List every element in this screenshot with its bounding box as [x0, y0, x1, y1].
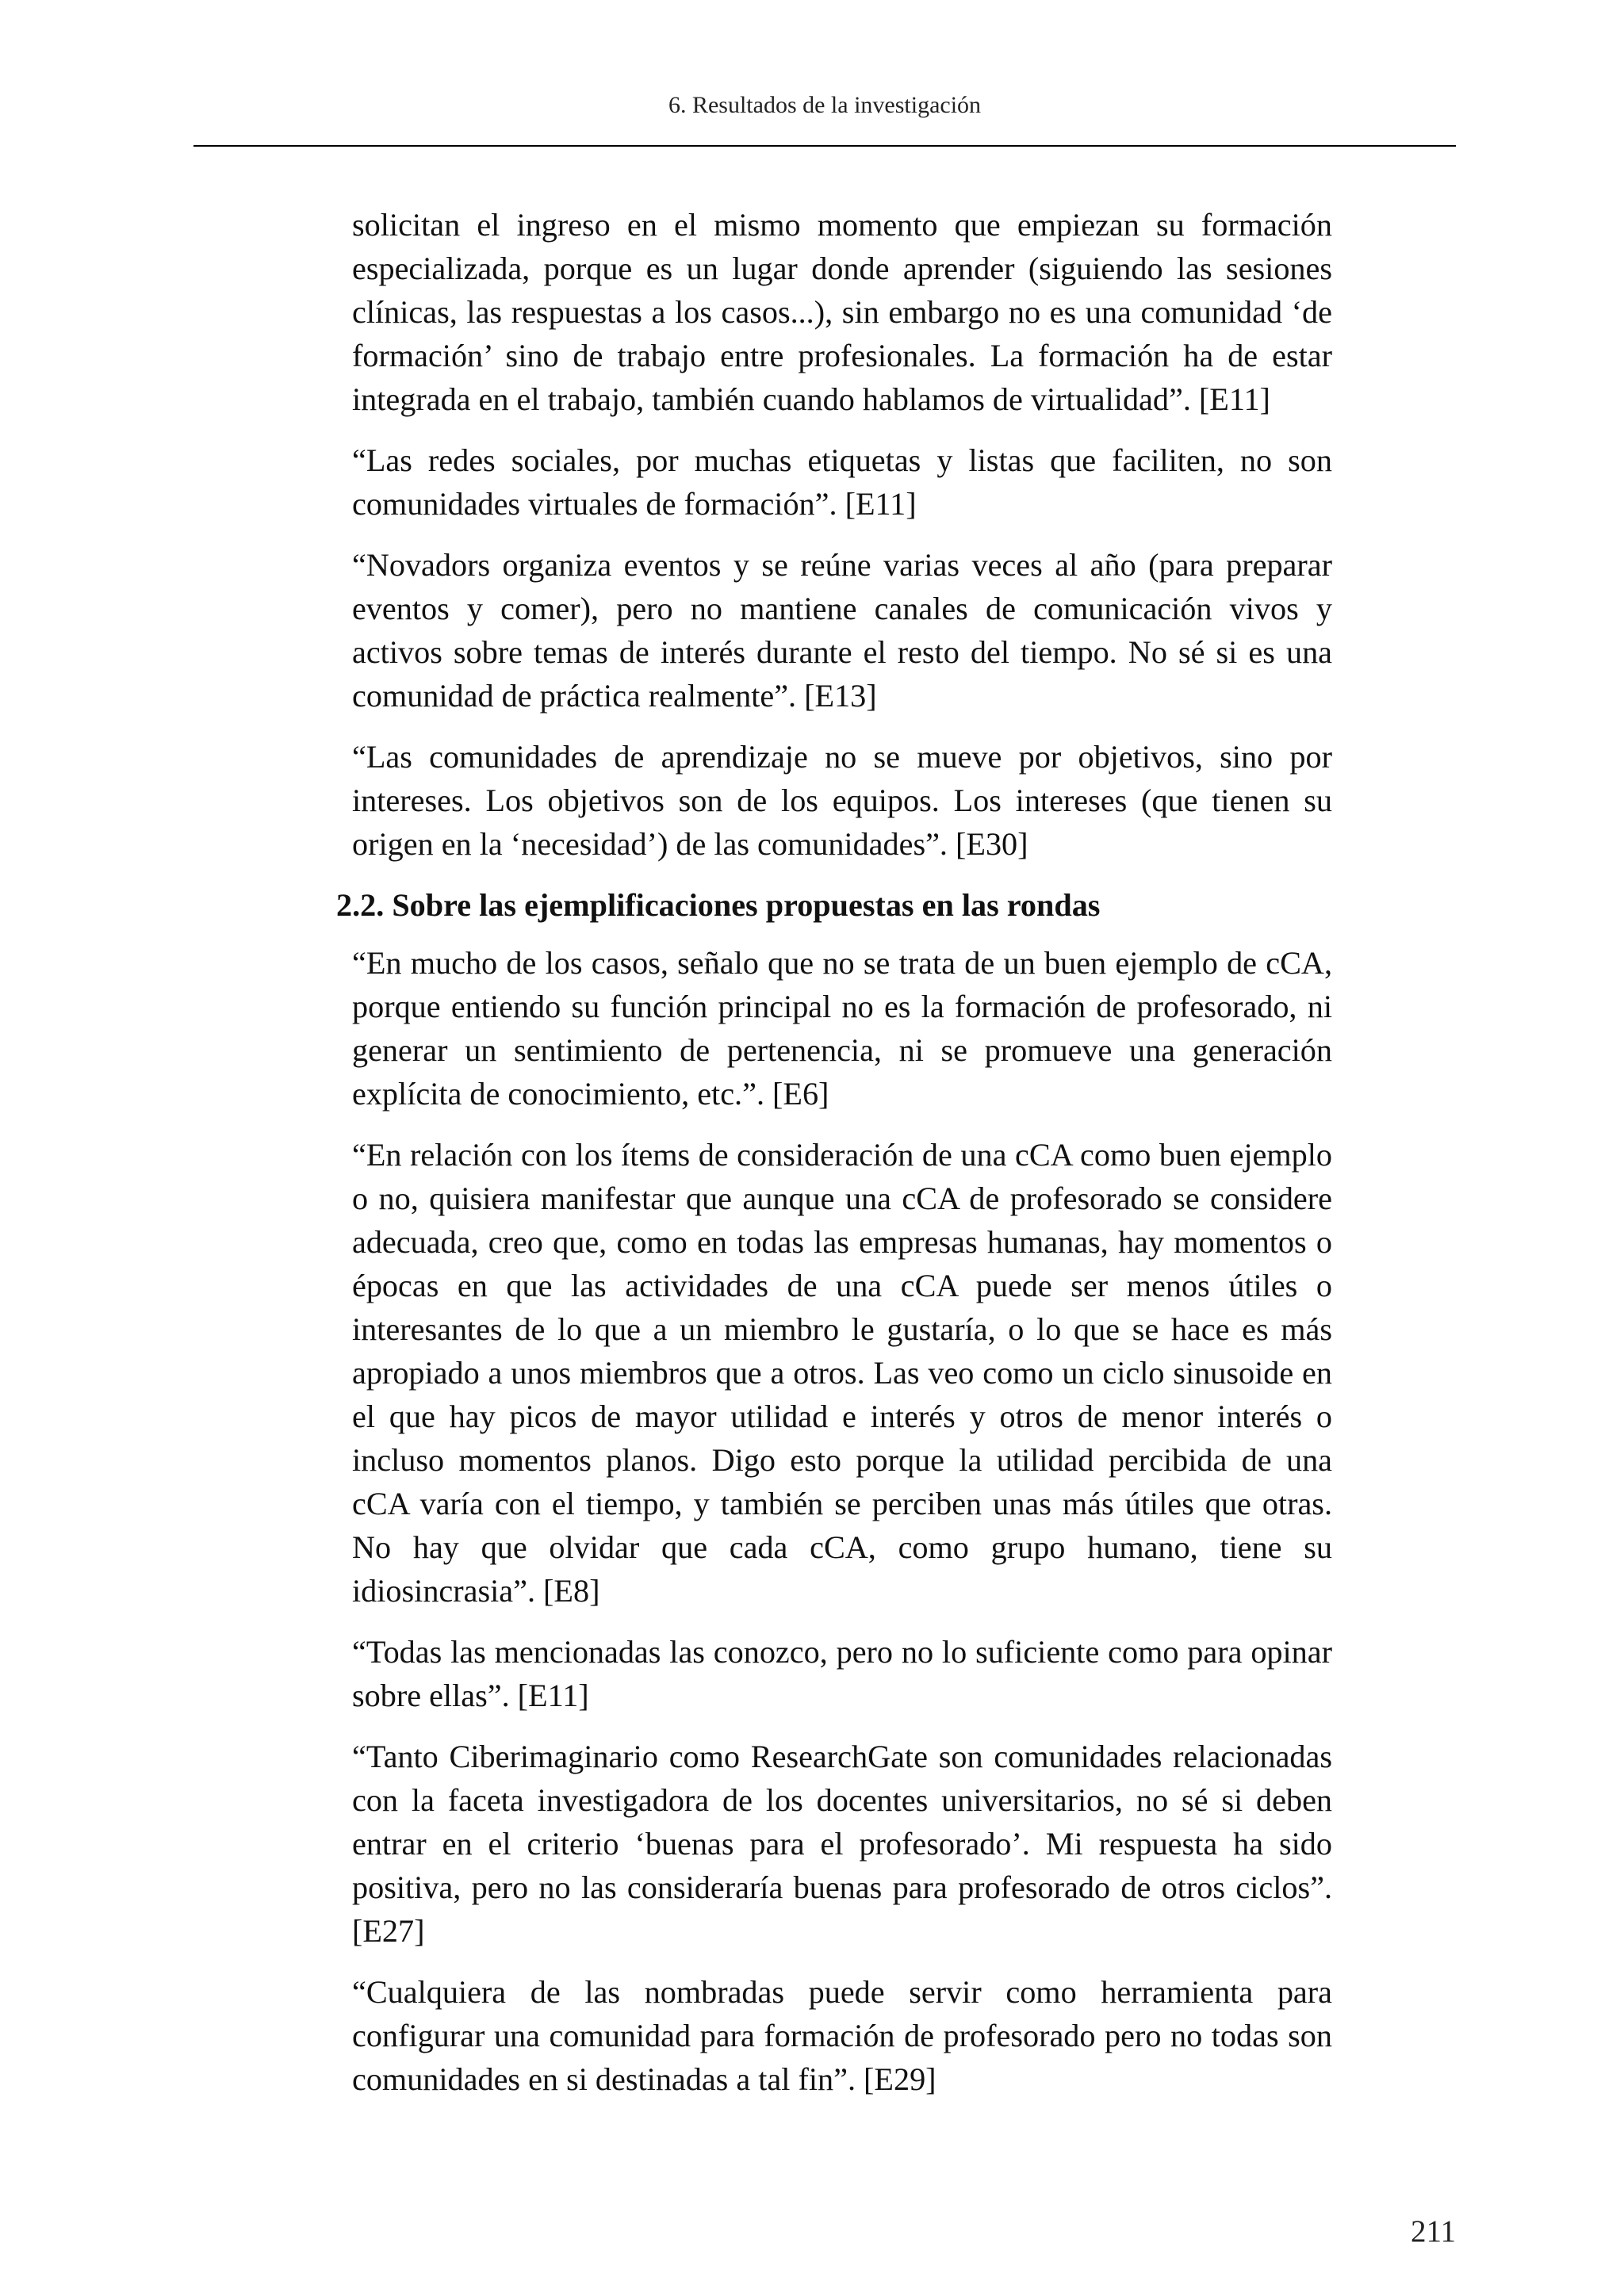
running-header: 6. Resultados de la investigación	[668, 92, 982, 118]
quote-paragraph: “Todas las mencionadas las conozco, pero no lo suficiente como para opinar sobre ellas”. [E11]	[352, 1634, 1332, 1713]
header-rule	[193, 145, 1456, 147]
quote-paragraph: “Tanto Ciberimaginario como ResearchGate son comunidades relacionadas con la faceta investigadora de los docentes universitarios, no sé si deben entrar en el criterio ‘buenas para el profesorado’. Mi respuesta ha sido positiva, pero no las consideraría buenas para profesorado de otros ciclos”. [E27]	[352, 1739, 1332, 1949]
page-number: 211	[1410, 2214, 1456, 2248]
quote-paragraph: “En relación con los ítems de consideración de una cCA como buen ejemplo o no, quisiera manifestar que aunque una cCA de profesorado se considere adecuada, creo que, como en todas las empresas humanas, hay momentos o épocas en que las actividades de una cCA puede ser menos útiles o interesantes de lo que a un miembro le gustaría, o lo que se hace es más apropiado a unos miembros que a otros. Las veo como un ciclo sinusoide en el que hay picos de mayor utilidad e interés y otros de menor interés o incluso momentos planos. Digo esto porque la utilidad percibida de una cCA varía con el tiempo, y también se perciben unas más útiles que otras. No hay que olvidar que cada cCA, como grupo humano, tiene su idiosincrasia”. [E8]	[352, 1137, 1332, 1609]
quote-paragraph: “Cualquiera de las nombradas puede servir como herramienta para configurar una comunidad para formación de profesorado pero no todas son comunidades en si destinadas a tal fin”. [E29]	[352, 1974, 1332, 2097]
quote-paragraph: “Las redes sociales, por muchas etiquetas y listas que faciliten, no son comunidades virtuales de formación”. [E11]	[352, 442, 1332, 522]
page-content	[336, 203, 1332, 2118]
quote-paragraph: “Novadors organiza eventos y se reúne varias veces al año (para preparar eventos y comer), pero no mantiene canales de comunicación vivos y activos sobre temas de interés durante el resto del tiempo. No sé si es una comunidad de práctica realmente”. [E13]	[352, 547, 1332, 714]
quote-paragraph: solicitan el ingreso en el mismo momento que empiezan su formación especializada, porque es un lugar donde aprender (siguiendo las sesiones clínicas, las respuestas a los casos...), sin embargo no es una comunidad ‘de formación’ sino de trabajo entre profesionales. La formación ha de estar integrada en el trabajo, también cuando hablamos de virtualidad”. [E11]	[352, 207, 1332, 417]
section-heading: 2.2. Sobre las ejemplificaciones propuestas en las rondas	[336, 887, 1101, 923]
quote-paragraph: “Las comunidades de aprendizaje no se mueve por objetivos, sino por intereses. Los objetivos son de los equipos. Los intereses (que tienen su origen en la ‘necesidad’) de las comunidades”. [E30]	[352, 739, 1332, 862]
quote-paragraph: “En mucho de los casos, señalo que no se trata de un buen ejemplo de cCA, porque entiendo su función principal no es la formación de profesorado, ni generar un sentimiento de pertenencia, ni se promueve una generación explícita de conocimiento, etc.”. [E6]	[352, 945, 1332, 1112]
